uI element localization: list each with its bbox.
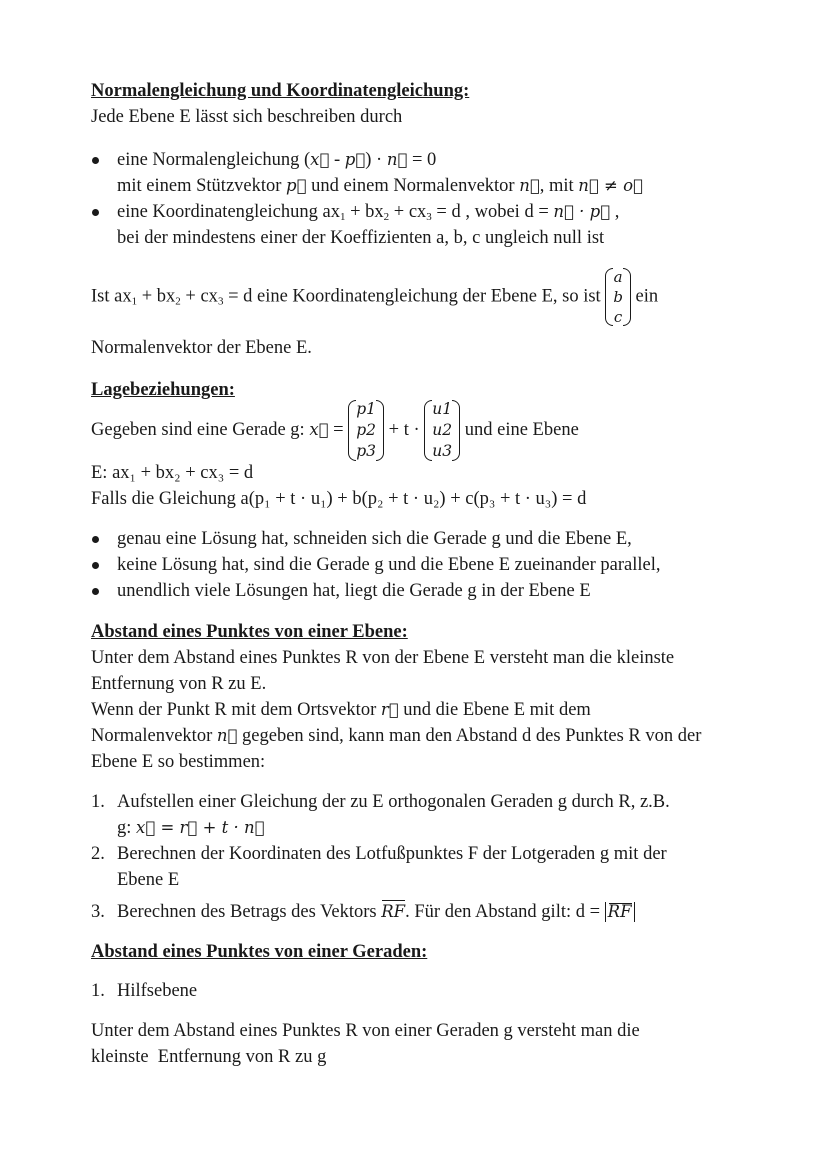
line-equation: Gegeben sind eine Gerade g: x⃗ = p1 p2 p3 + t · u1 u2 u3 und eine Ebene — [91, 400, 579, 460]
list-item: 2. Berechnen der Koordinaten des Lotfußpunktes F der Lotgeraden g mit der Ebene E — [91, 844, 667, 890]
document-page — [91, 78, 741, 1070]
paragraph-line: Unter dem Abstand eines Punktes R von der Ebene E versteht man die kleinste — [91, 648, 675, 668]
section-heading-normalengleichung: Normalengleichung und Koordinatengleichung: — [91, 81, 470, 101]
direction-vector: u1 u2 u3 — [424, 399, 460, 462]
list-item: eine Koordinatengleichung $ax_1 + bx_2 + cx_3 = d$ , wobei d = n⃗ · p⃗ , bei der mindestens einer der Koeffizienten a, b, c ungleich null ist — [91, 199, 741, 251]
normal-vector-statement-end: Normalenvektor der Ebene E. — [91, 338, 312, 358]
list-item: eine Normalengleichung (x⃗ - p⃗) · n⃗ = 0 mit einem Stützvektor p⃗ und einem Normalenvektor n⃗, mit n⃗ ≠ o⃗ — [91, 147, 741, 199]
paragraph-line: Wenn der Punkt R mit dem Ortsvektor r⃗ und die Ebene E mit dem — [91, 700, 591, 720]
list-item: 3. Berechnen des Betrags des Vektors RF. Für den Abstand gilt: d = RF — [91, 899, 741, 925]
paragraph-line: Entfernung von R zu E. — [91, 674, 267, 694]
list-item: keine Lösung hat, sind die Gerade g und die Ebene E zueinander parallel, — [91, 552, 741, 578]
normal-vector: a b c — [605, 267, 631, 327]
paragraph-line: Ebene E so bestimmen: — [91, 752, 266, 772]
normal-vector-statement: Ist $ax_1 + bx_2 + cx_3 = d$ eine Koordinatengleichung der Ebene E, so ist a b c ein — [91, 268, 659, 326]
cases-list — [91, 526, 741, 604]
substitution-equation: Falls die Gleichung a(p₁ + t · u₁) + b(p₂ + t · u₂) + c(p₃ + t · u₃) = d — [91, 489, 587, 509]
section-heading-abstand-gerade: Abstand eines Punktes von einer Geraden: — [91, 942, 428, 962]
section-heading-abstand-ebene: Abstand eines Punktes von einer Ebene: — [91, 622, 408, 642]
procedure-steps — [91, 789, 741, 925]
list-item: unendlich viele Lösungen hat, liegt die Gerade g in der Ebene E — [91, 578, 741, 604]
section-heading-lagebeziehungen: Lagebeziehungen: — [91, 380, 235, 400]
paragraph-line: Unter dem Abstand eines Punktes R von einer Geraden g versteht man die — [91, 1021, 640, 1041]
list-item: genau eine Lösung hat, schneiden sich die Gerade g und die Ebene E, — [91, 526, 741, 552]
plane-equation: E: ax₁ + bx₂ + cx₃ = d — [91, 463, 254, 483]
intro-text: Jede Ebene E lässt sich beschreiben durch — [91, 107, 403, 127]
list-item: 1. Aufstellen einer Gleichung der zu E orthogonalen Geraden g durch R, z.B. g: x⃗ = r⃗ + t · n⃗ — [91, 792, 670, 838]
paragraph-line: Normalenvektor n⃗ gegeben sind, kann man den Abstand d des Punktes R von der — [91, 726, 702, 746]
list-item: 1. Hilfsebene — [91, 981, 198, 1001]
equation-forms-list — [91, 147, 741, 251]
method-list — [91, 978, 741, 1004]
paragraph-line: kleinste Entfernung von R zu g — [91, 1047, 327, 1067]
support-vector: p1 p2 p3 — [348, 399, 384, 462]
